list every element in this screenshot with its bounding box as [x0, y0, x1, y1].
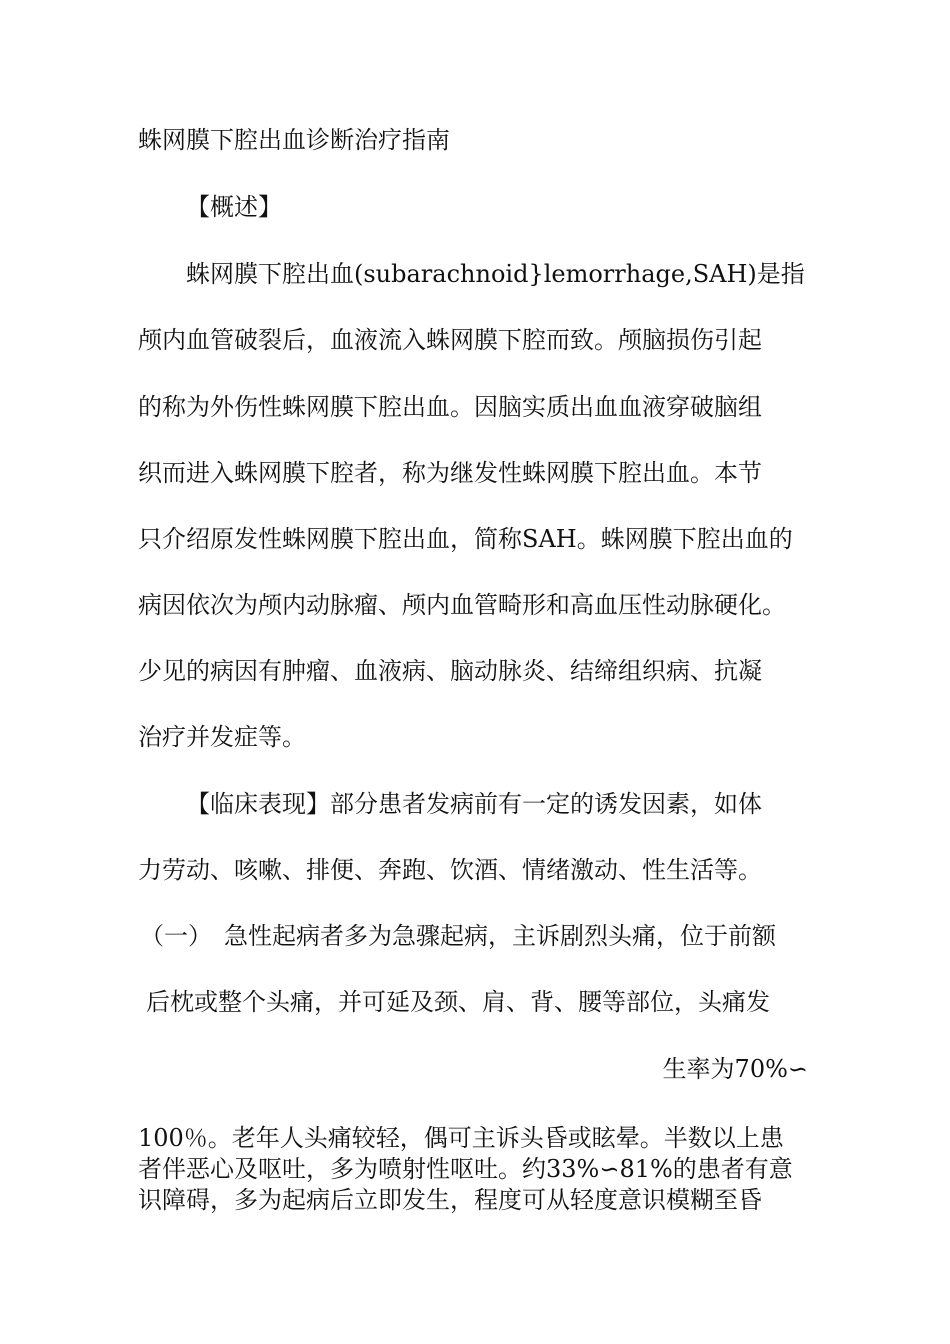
item-one-line-3: 生率为70%∽ — [662, 1055, 808, 1083]
dense-line-2: 者伴恶心及呕吐，多为喷射性呕吐。约33%∽81%的患者有意 — [138, 1155, 793, 1183]
overview-line-2: 颅内血管破裂后，血液流入蛛网膜下腔而致。颅脑损伤引起 — [138, 326, 762, 354]
overview-line-4: 织而进入蛛网膜下腔者，称为继发性蛛网膜下腔出血。本节 — [138, 459, 762, 487]
clinical-line-2: 力劳动、咳嗽、排便、奔跑、饮酒、情绪激动、性生活等。 — [138, 856, 762, 884]
dense-line-3: 识障碍，多为起病后立即发生，程度可从轻度意识模糊至昏 — [138, 1186, 762, 1214]
item-one-line-1: （一） 急性起病者多为急骤起病，主诉剧烈头痛，位于前额 — [140, 922, 776, 950]
overview-line-5: 只介绍原发性蛛网膜下腔出血，简称SAH。蛛网膜下腔出血的 — [138, 525, 793, 553]
overview-line-8: 治疗并发症等。 — [138, 723, 306, 751]
overview-line-6: 病因依次为颅内动脉瘤、颅内血管畸形和高血压性动脉硬化。 — [138, 591, 786, 619]
clinical-line-1: 【临床表现】部分患者发病前有一定的诱发因素，如体 — [186, 790, 762, 818]
item-one-line-2: 后枕或整个头痛，并可延及颈、肩、背、腰等部位，头痛发 — [146, 988, 770, 1016]
overview-line-3: 的称为外伤性蛛网膜下腔出血。因脑实质出血血液穿破脑组 — [138, 393, 762, 421]
dense-line-1: 100％。老年人头痛较轻，偶可主诉头昏或眩晕。半数以上患 — [138, 1124, 784, 1152]
overview-line-7: 少见的病因有肿瘤、血液病、脑动脉炎、结缔组织病、抗凝 — [138, 657, 762, 685]
overview-heading: 【概述】 — [186, 193, 282, 221]
overview-line-1: 蛛网膜下腔出血(subarachnoid}lemorrhage,SAH)是指 — [186, 260, 805, 288]
document-title: 蛛网膜下腔出血诊断治疗指南 — [138, 126, 450, 154]
